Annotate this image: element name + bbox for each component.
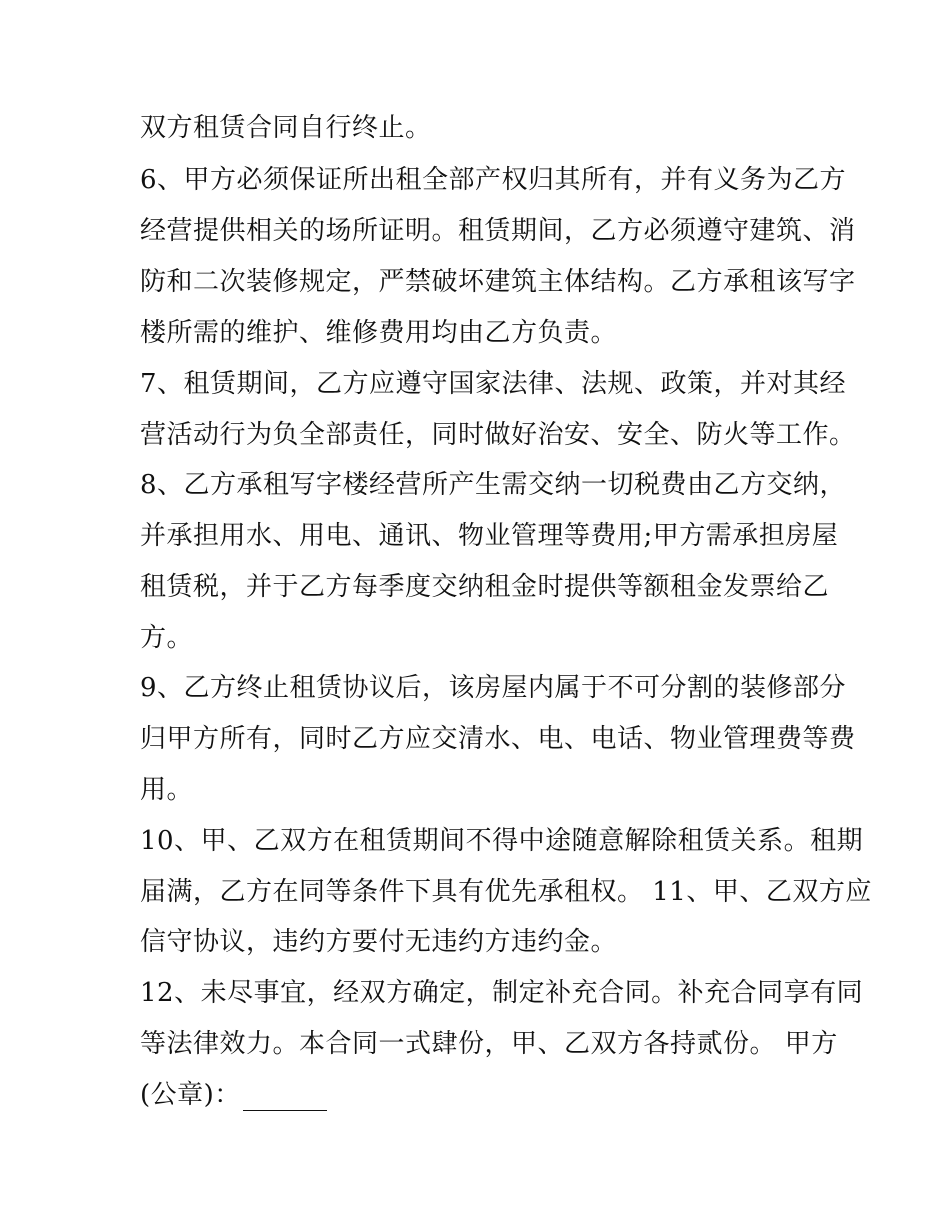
text-line: 届满，乙方在同等条件下具有优先承租权。 11、甲、乙双方应 [140, 877, 872, 907]
text-line: 经营提供相关的场所证明。租赁期间，乙方必须遵守建筑、消 [140, 216, 856, 246]
text-line: 并承担用水、用电、通讯、物业管理等费用;甲方需承担房屋 [140, 521, 839, 551]
text-line: 归甲方所有，同时乙方应交清水、电、电话、物业管理费等费 [140, 724, 856, 754]
text-line: 用。 [140, 775, 194, 805]
text-line: 6、甲方必须保证所出租全部产权归其所有，并有义务为乙方 [140, 165, 847, 195]
text-line: 租赁税，并于乙方每季度交纳租金时提供等额租金发票给乙 [140, 572, 830, 602]
text-line: 方。 [140, 623, 194, 653]
seal-label: (公章)： [140, 1080, 241, 1110]
text-line: 楼所需的维护、维修费用均由乙方负责。 [140, 318, 618, 348]
text-line: 10、甲、乙双方在租赁期间不得中途随意解除租赁关系。租期 [140, 826, 864, 856]
text-line: 营活动行为负全部责任，同时做好治安、安全、防火等工作。 [140, 420, 856, 450]
text-line: 防和二次装修规定，严禁破坏建筑主体结构。乙方承租该写字 [140, 267, 856, 297]
signature-line [140, 1073, 327, 1117]
text-line: 7、租赁期间，乙方应遵守国家法律、法规、政策，并对其经 [140, 369, 847, 399]
text-line: 8、乙方承租写字楼经营所产生需交纳一切税费由乙方交纳， [140, 470, 847, 500]
signature-blank [243, 1080, 327, 1111]
text-line: 9、乙方终止租赁协议后，该房屋内属于不可分割的装修部分 [140, 673, 847, 703]
text-line: 信守协议，违约方要付无违约方违约金。 [140, 927, 618, 957]
text-line: 双方租赁合同自行终止。 [140, 113, 432, 143]
text-line: 12、未尽事宜，经双方确定，制定补充合同。补充合同享有同 [140, 978, 864, 1008]
text-line: 等法律效力。本合同一式肆份，甲、乙双方各持贰份。 甲方 [140, 1029, 838, 1059]
